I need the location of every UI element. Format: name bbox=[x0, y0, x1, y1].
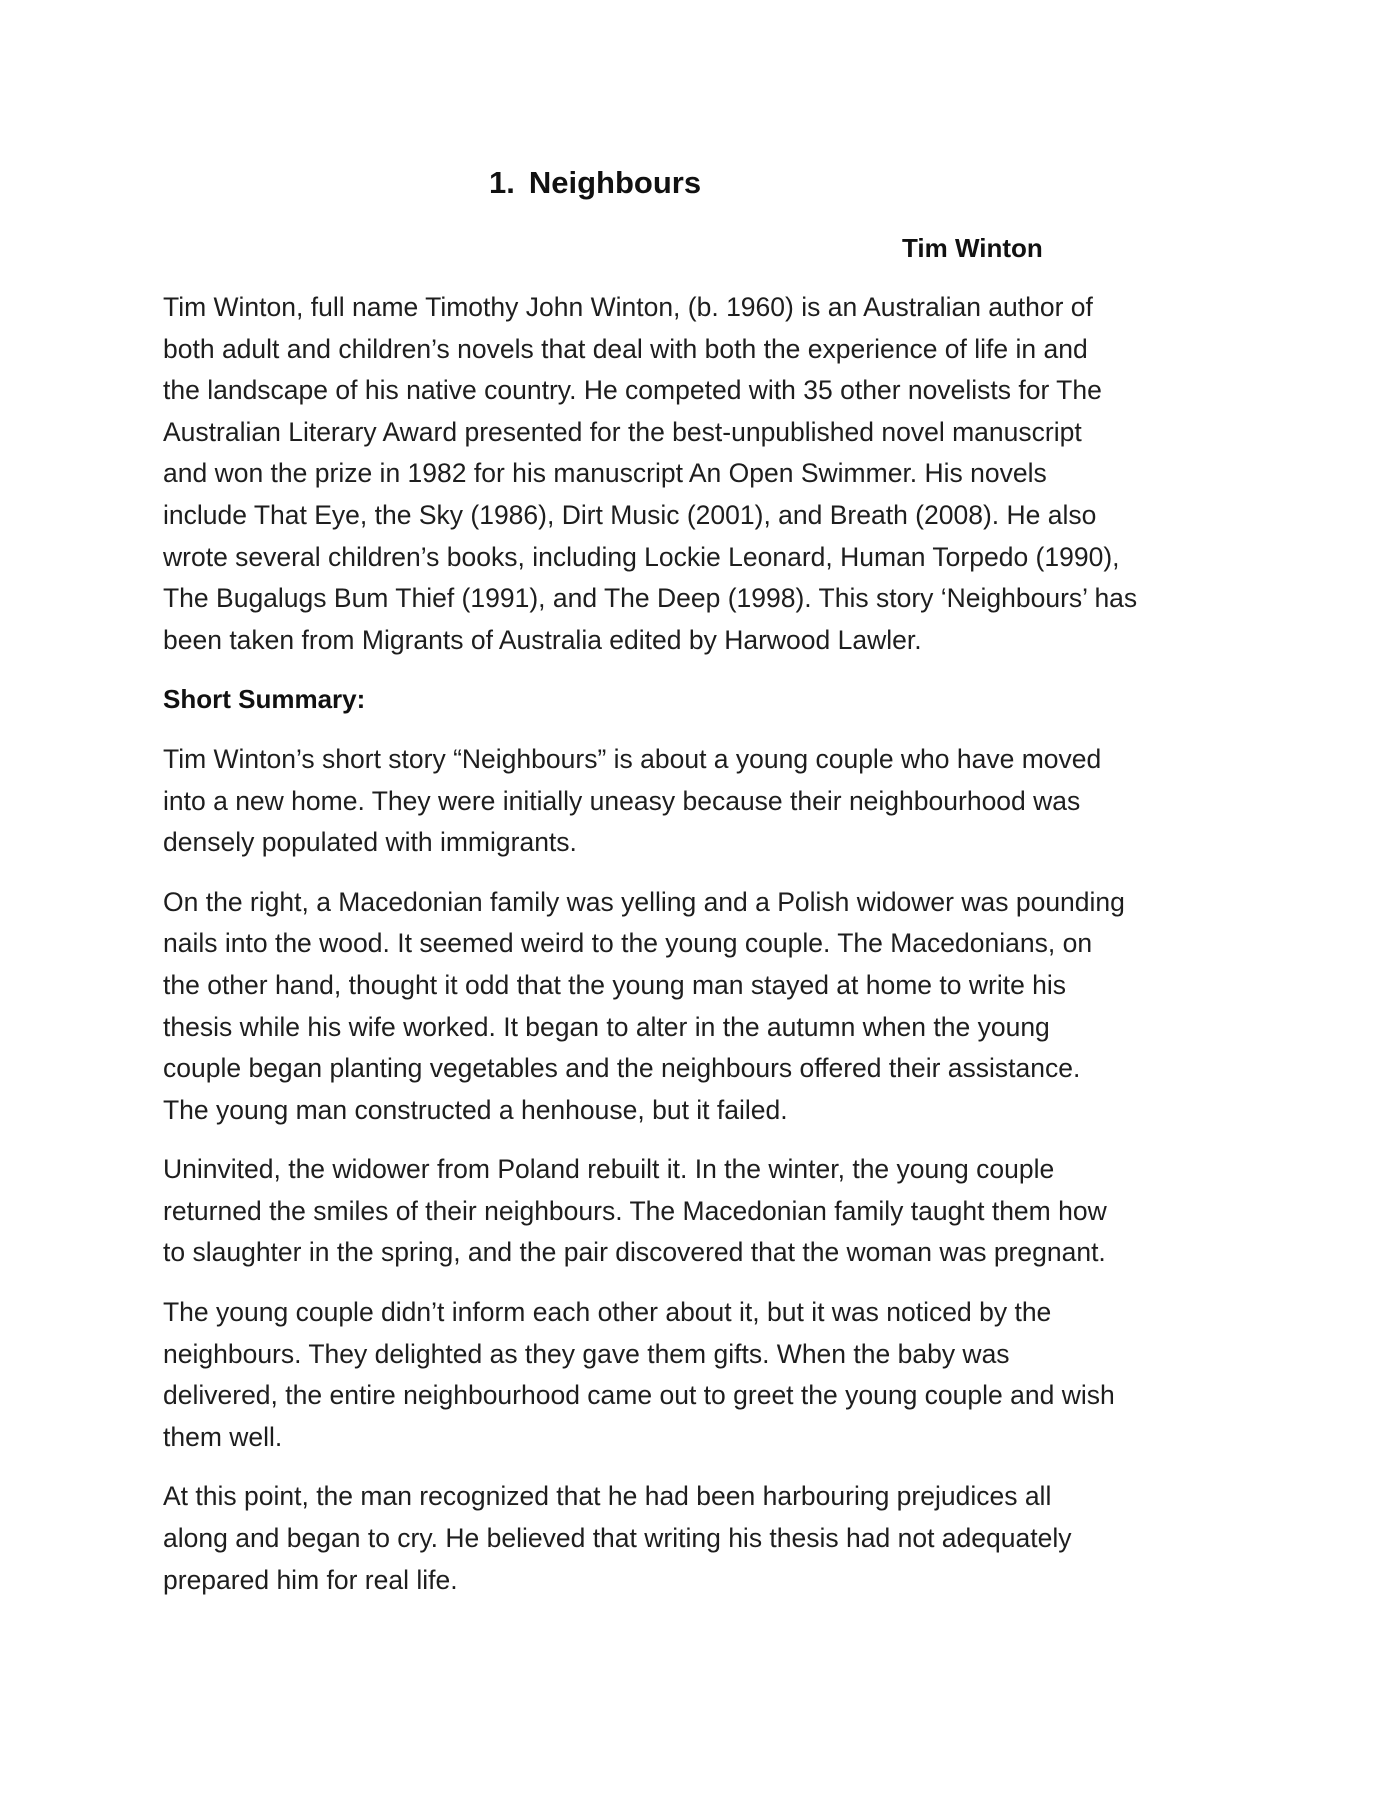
text-line: been taken from Migrants of Australia edited by Harwood Lawler. bbox=[163, 624, 922, 655]
text-line: couple began planting vegetables and the neighbours offered their assistance. bbox=[163, 1053, 1081, 1084]
text-line: both adult and children’s novels that deal with both the experience of life in and bbox=[163, 333, 1088, 364]
summary-heading: Short Summary: bbox=[163, 684, 366, 715]
text-line: Tim Winton’s short story “Neighbours” is about a young couple who have moved bbox=[163, 743, 1102, 774]
text-line: along and began to cry. He believed that writing his thesis had not adequately bbox=[163, 1523, 1072, 1554]
text-line: Uninvited, the widower from Poland rebuilt it. In the winter, the young couple bbox=[163, 1154, 1055, 1185]
text-line: Australian Literary Award presented for the best-unpublished novel manuscript bbox=[163, 416, 1082, 447]
chapter-title bbox=[489, 165, 701, 201]
text-line: At this point, the man recognized that he had been harbouring prejudices all bbox=[163, 1481, 1052, 1512]
text-line: The Bugalugs Bum Thief (1991), and The Deep (1998). This story ‘Neighbours’ has bbox=[163, 583, 1138, 614]
summary-paragraph bbox=[163, 1292, 1238, 1458]
text-line: thesis while his wife worked. It began to alter in the autumn when the young bbox=[163, 1011, 1050, 1042]
summary-paragraph bbox=[163, 1149, 1238, 1274]
intro-paragraph bbox=[163, 287, 1238, 661]
text-line: densely populated with immigrants. bbox=[163, 827, 577, 858]
text-line: The young man constructed a henhouse, but it failed. bbox=[163, 1094, 788, 1125]
text-line: wrote several children’s books, including Lockie Leonard, Human Torpedo (1990), bbox=[163, 541, 1120, 572]
text-line: Tim Winton, full name Timothy John Winton, (b. 1960) is an Australian author of bbox=[163, 292, 1093, 322]
text-line: the other hand, thought it odd that the young man stayed at home to write his bbox=[163, 969, 1067, 1000]
text-line: returned the smiles of their neighbours. The Macedonian family taught them how bbox=[163, 1195, 1107, 1226]
text-line: and won the prize in 1982 for his manuscript An Open Swimmer. His novels bbox=[163, 458, 1047, 489]
summary-paragraph bbox=[163, 882, 1238, 1132]
text-line: include That Eye, the Sky (1986), Dirt Music (2001), and Breath (2008). He also bbox=[163, 499, 1097, 530]
text-line: nails into the wood. It seemed weird to the young couple. The Macedonians, on bbox=[163, 928, 1093, 959]
chapter-number: 1. bbox=[489, 165, 515, 200]
summary-paragraph bbox=[163, 1476, 1238, 1601]
text-line: the landscape of his native country. He competed with 35 other novelists for The bbox=[163, 375, 1102, 406]
text-line: into a new home. They were initially uneasy because their neighbourhood was bbox=[163, 785, 1081, 816]
text-line: them well. bbox=[163, 1421, 283, 1452]
text-line: delivered, the entire neighbourhood came out to greet the young couple and wish bbox=[163, 1380, 1115, 1411]
text-line: On the right, a Macedonian family was yelling and a Polish widower was pounding bbox=[163, 886, 1125, 917]
chapter-title-text: Neighbours bbox=[528, 165, 702, 200]
text-line: prepared him for real life. bbox=[163, 1564, 458, 1595]
author-name: Tim Winton bbox=[902, 233, 1043, 263]
summary-paragraph bbox=[163, 739, 1238, 864]
document-body bbox=[163, 287, 1238, 1619]
text-line: neighbours. They delighted as they gave them gifts. When the baby was bbox=[163, 1338, 1010, 1369]
text-line: to slaughter in the spring, and the pair discovered that the woman was pregnant. bbox=[163, 1237, 1106, 1268]
text-line: The young couple didn’t inform each other about it, but it was noticed by the bbox=[163, 1297, 1052, 1328]
